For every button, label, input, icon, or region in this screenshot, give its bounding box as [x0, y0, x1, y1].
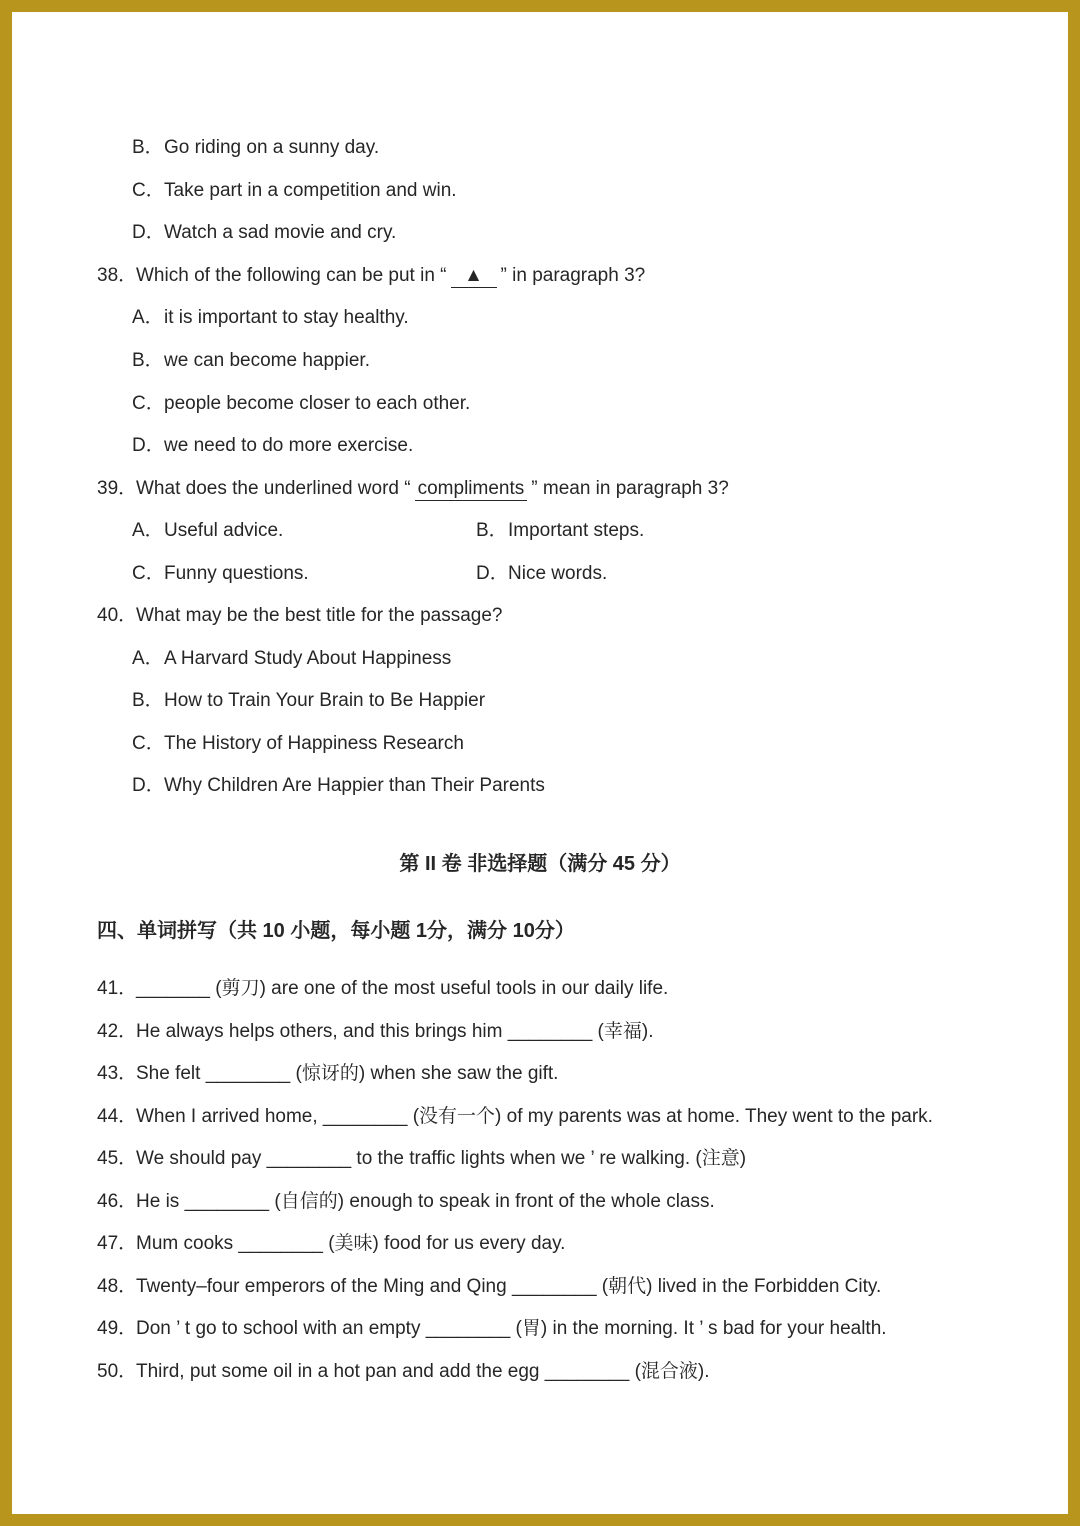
option-39-d [476, 553, 607, 595]
exam-page [12, 12, 1068, 1514]
option-letter: A． [132, 648, 164, 669]
option-38-a [132, 297, 409, 339]
stem-after: ” in paragraph 3? [500, 265, 646, 286]
section-4-heading: 四、单词拼写（共 10 小题，每小题 1分，满分 10分） [97, 920, 575, 942]
item-text: Third, put some oil in a hot pan and add the egg ________ (混合液). [136, 1361, 710, 1382]
question-number: 40． [97, 605, 138, 626]
option-38-d [132, 425, 413, 467]
item-text: Don ’ t go to school with an empty ________ (胃) in the morning. It ’ s bad for your health. [136, 1318, 887, 1339]
option-letter: B． [132, 350, 164, 371]
option-39-a [132, 510, 283, 552]
option-38-c [132, 383, 470, 425]
option-letter: C． [132, 733, 165, 754]
option-letter: D． [132, 222, 165, 243]
item-number: 45． [97, 1148, 138, 1169]
item-text: He always helps others, and this brings him ________ (幸福). [136, 1021, 654, 1042]
fill-item-41 [97, 968, 668, 1010]
option-letter: B． [132, 137, 164, 158]
item-number: 48． [97, 1276, 138, 1297]
option-letter: A． [132, 520, 164, 541]
option-37-d [132, 212, 396, 254]
option-text: How to Train Your Brain to Be Happier [164, 690, 486, 711]
item-text: _______ (剪刀) are one of the most useful tools in our daily life. [136, 978, 669, 999]
fill-item-46 [97, 1181, 715, 1223]
option-39-c [132, 553, 309, 595]
question-number: 38． [97, 265, 138, 286]
option-letter: D． [132, 775, 165, 796]
option-letter: B． [476, 520, 508, 541]
stem-before: Which of the following can be put in “ [136, 265, 447, 286]
option-text: Useful advice. [164, 520, 284, 541]
question-38-stem [97, 255, 645, 297]
fill-item-45 [97, 1138, 746, 1180]
stem-after: ” mean in paragraph 3? [531, 478, 729, 499]
stem-before: What does the underlined word “ [136, 478, 411, 499]
option-letter: D． [476, 563, 509, 584]
option-40-b [132, 680, 485, 722]
option-text: it is important to stay healthy. [164, 307, 409, 328]
option-40-d [132, 765, 545, 807]
item-number: 50． [97, 1361, 138, 1382]
option-37-b [132, 127, 379, 169]
option-letter: C． [132, 180, 165, 201]
option-text: Go riding on a sunny day. [164, 137, 380, 158]
option-text: A Harvard Study About Happiness [164, 648, 452, 669]
question-number: 39． [97, 478, 138, 499]
underlined-word: compliments [415, 478, 528, 501]
item-number: 46． [97, 1191, 138, 1212]
item-number: 41． [97, 978, 138, 999]
triangle-blank: ▲ [451, 265, 497, 288]
question-39-stem [97, 468, 729, 510]
stem-text: What may be the best title for the passage? [136, 605, 503, 626]
question-40-stem [97, 595, 502, 637]
option-text: people become closer to each other. [164, 393, 471, 414]
option-text: Important steps. [508, 520, 645, 541]
option-text: Why Children Are Happier than Their Parents [164, 775, 545, 796]
item-text: Twenty–four emperors of the Ming and Qing ________ (朝代) lived in the Forbidden City. [136, 1276, 882, 1297]
option-text: we need to do more exercise. [164, 435, 414, 456]
option-letter: D． [132, 435, 165, 456]
item-text: When I arrived home, ________ (没有一个) of my parents was at home. They went to the park. [136, 1106, 933, 1127]
fill-item-48 [97, 1266, 881, 1308]
item-number: 42． [97, 1021, 138, 1042]
part-2-title: 第 II 卷 非选择题（满分 45 分） [399, 853, 681, 875]
fill-item-50 [97, 1351, 710, 1393]
item-number: 43． [97, 1063, 138, 1084]
option-40-a [132, 638, 451, 680]
option-text: Watch a sad movie and cry. [164, 222, 397, 243]
item-number: 47． [97, 1233, 138, 1254]
option-38-b [132, 340, 370, 382]
option-text: we can become happier. [164, 350, 370, 371]
option-37-c [132, 170, 457, 212]
item-number: 44． [97, 1106, 138, 1127]
fill-item-43 [97, 1053, 558, 1095]
option-letter: C． [132, 393, 165, 414]
item-text: We should pay ________ to the traffic lights when we ’ re walking. (注意) [136, 1148, 747, 1169]
option-letter: B． [132, 690, 164, 711]
item-number: 49． [97, 1318, 138, 1339]
item-text: He is ________ (自信的) enough to speak in front of the whole class. [136, 1191, 715, 1212]
option-text: The History of Happiness Research [164, 733, 464, 754]
fill-item-47 [97, 1223, 565, 1265]
fill-item-49 [97, 1308, 887, 1350]
item-text: She felt ________ (惊讶的) when she saw the gift. [136, 1063, 559, 1084]
fill-item-42 [97, 1011, 653, 1053]
fill-item-44 [97, 1096, 933, 1138]
option-letter: A． [132, 307, 164, 328]
option-text: Funny questions. [164, 563, 309, 584]
option-letter: C． [132, 563, 165, 584]
option-text: Nice words. [508, 563, 608, 584]
option-40-c [132, 723, 464, 765]
option-text: Take part in a competition and win. [164, 180, 457, 201]
item-text: Mum cooks ________ (美味) food for us every day. [136, 1233, 566, 1254]
option-39-b [476, 510, 644, 552]
